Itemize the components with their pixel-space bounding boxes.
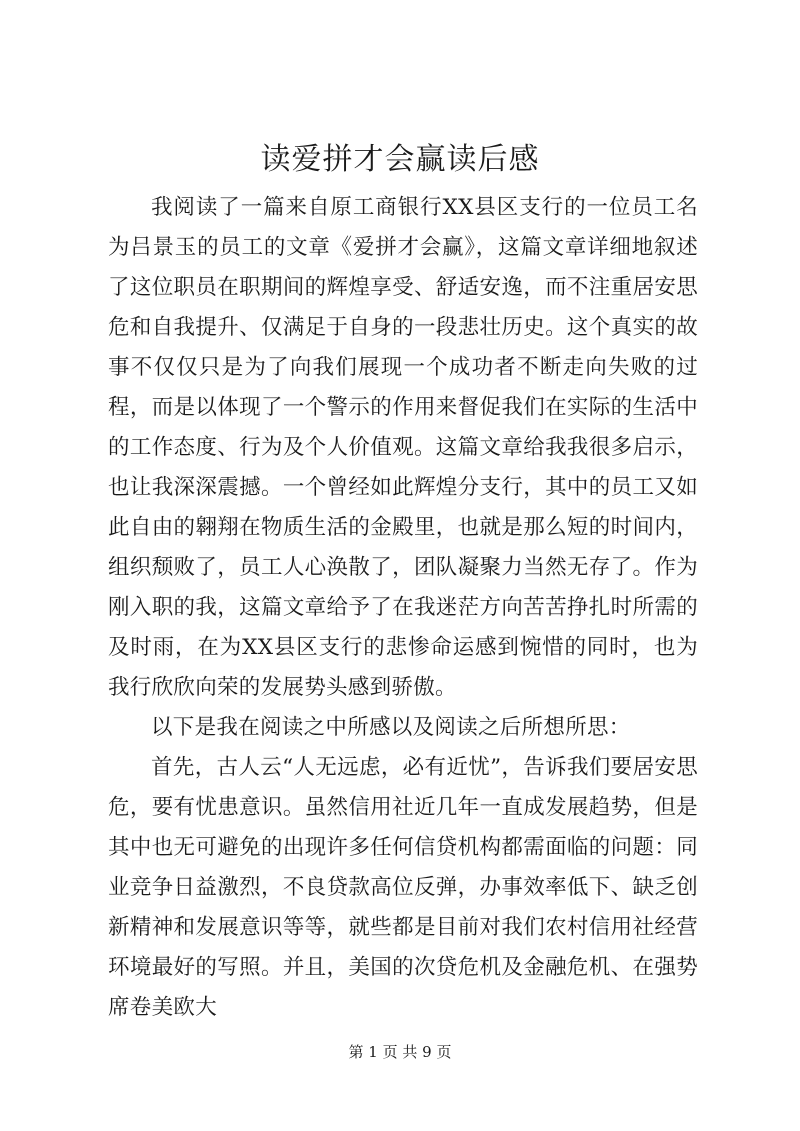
paragraph-3: 首先，古人云“人无远虑，必有近忧”，告诉我们要居安思危，要有忧患意识。虽然信用社近几年一直成发展趋势，但是其中也无可避免的出现许多任何信贷机构都需面临的问题：同业竞争日益激烈，不良贷款高位反弹，办事效率低下、缺乏创新精神和发展意识等等，就些都是目前对我们农村信用社经营环境最好的写照。并且，美国的次贷危机及金融危机、在强势席卷美欧大 [108, 755, 698, 1020]
paragraph-1: 我阅读了一篇来自原工商银行XX县区支行的一位员工名为吕景玉的员工的文章《爱拼才会赢》，这篇文章详细地叙述了这位职员在职期间的辉煌享受、舒适安逸，而不注重居安思危和自我提升、仅满足于自身的一段悲壮历史。这个真实的故事不仅仅只是为了向我们展现一个成功者不断走向失败的过程，而是以体现了一个警示的作用来督促我们在实际的生活中的工作态度、行为及个人价值观。这篇文章给我我很多启示，也让我深深震撼。一个曾经如此辉煌分支行，其中的员工又如此自由的翱翔在物质生活的金殿里，也就是那么短的时间内，组织颓败了，员工人心涣散了，团队凝聚力当然无存了。作为刚入职的我，这篇文章给予了在我迷茫方向苦苦挣扎时所需的及时雨，在为XX县区支行的悲惨命运感到惋惜的同时，也为我行欣欣向荣的发展势头感到骄傲。 [108, 195, 698, 700]
page-number-footer: 第 1 页 共 9 页 [348, 1043, 452, 1061]
document-body [108, 188, 698, 1028]
document-title: 读爱拼才会赢读后感 [260, 142, 540, 177]
paragraph-2: 以下是我在阅读之中所感以及阅读之后所想所思： [151, 715, 631, 740]
